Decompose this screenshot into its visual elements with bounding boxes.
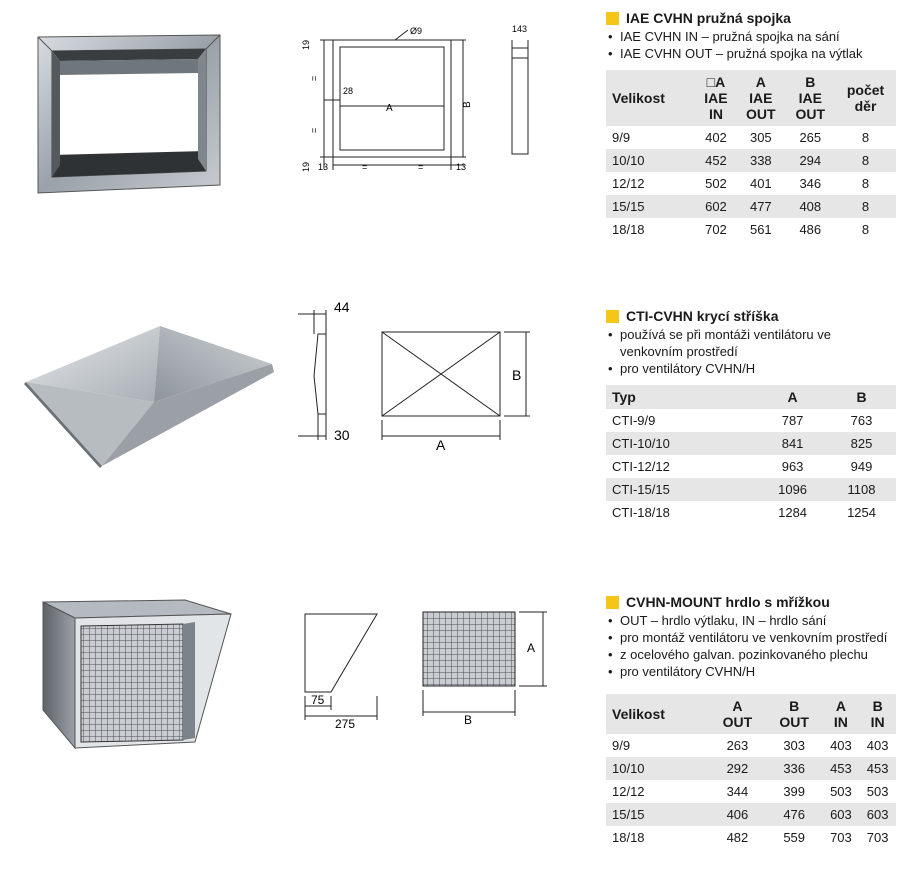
table-cell: 8 (861, 222, 870, 237)
table-cell: 18/18 (612, 222, 645, 237)
table-cell: 482 (726, 830, 749, 845)
dim-13-left: 13 (318, 162, 329, 172)
dim-b: B (464, 713, 473, 727)
cvhn-mount-photo (35, 592, 235, 752)
col-header: Velikost (606, 70, 696, 126)
table-cell: CTI-15/15 (606, 478, 758, 501)
table-cell: 787 (781, 413, 804, 428)
table-cell: 603 (859, 803, 896, 826)
table-cell: CTI-10/10 (606, 432, 758, 455)
table-cell: 9/9 (612, 130, 631, 145)
table-cell: 453 (859, 757, 896, 780)
col-header: Velikost (606, 694, 709, 734)
table-cell: 702 (705, 222, 727, 237)
table-cell: 399 (783, 784, 806, 799)
section-heading (606, 594, 896, 610)
table-cell: 403 (866, 738, 889, 753)
table-cell: 344 (726, 784, 749, 799)
table-cell: 10/10 (606, 149, 696, 172)
dim-eq-3: = (309, 75, 319, 81)
iae-cvhn-info (606, 10, 896, 241)
table-row (606, 478, 896, 501)
table-row (606, 734, 896, 757)
section-title: IAE CVHN pružná spojka (626, 10, 791, 26)
table-cell: 841 (758, 432, 827, 455)
table-cell: 703 (830, 830, 852, 845)
feature-item: • IAE CVHN IN – pružná spojka na sání (606, 28, 896, 45)
table-cell: 602 (696, 195, 736, 218)
cvhn-mount-drawing (295, 600, 555, 730)
table-cell: 8 (861, 176, 870, 191)
table-cell: 486 (799, 222, 822, 237)
table-cell: 12/12 (612, 784, 645, 799)
col-header: A IN (823, 694, 860, 734)
feature-item: • pro ventilátory CVHN/H (606, 360, 896, 377)
iae-cvhn-photo (30, 25, 225, 200)
table-cell: 265 (799, 130, 822, 145)
section-title: CVHN-MOUNT hrdlo s mřížkou (626, 594, 830, 610)
col-header: B IAE OUT (786, 70, 835, 126)
table-cell: 15/15 (606, 803, 709, 826)
table-cell: 8 (861, 130, 870, 145)
table-cell: 8 (835, 195, 896, 218)
section-iae-cvhn (0, 0, 900, 270)
col-header: B (827, 385, 896, 409)
dim-44: 44 (334, 299, 350, 315)
dim-eq-1: = (362, 162, 368, 172)
col-header: A IAE OUT (736, 70, 785, 126)
cti-cvhn-info (606, 308, 896, 524)
cti-cvhn-drawing (290, 298, 550, 463)
table-cell: 12/12 (612, 176, 645, 191)
table-cell: 401 (749, 176, 772, 191)
col-header: B IN (859, 694, 896, 734)
table-cell: 963 (781, 459, 804, 474)
table-cell: 10/10 (606, 757, 709, 780)
feature-item: • používá se při montáži ventilátoru ve venkovním prostředí (606, 326, 896, 360)
table-row (606, 826, 896, 849)
table-cell: 9/9 (612, 738, 631, 753)
table-cell: 18/18 (612, 830, 645, 845)
feature-item: • pro montáž ventilátoru ve venkovním prostředí (606, 629, 896, 646)
table-cell: 406 (709, 803, 766, 826)
table-cell: 561 (749, 222, 772, 237)
table-cell: 502 (705, 176, 727, 191)
table-cell: 1108 (827, 478, 896, 501)
dim-a: A (436, 437, 446, 453)
feature-item: • z ocelového galvan. pozinkovaného plechu (606, 646, 896, 663)
dim-eq-4: = (309, 127, 319, 133)
table-row (606, 218, 896, 241)
section-cvhn-mount (0, 580, 900, 890)
table-cell: 1284 (778, 505, 808, 520)
section-heading (606, 308, 896, 324)
table-cell: 603 (823, 803, 860, 826)
table-row (606, 126, 896, 149)
spec-table (606, 70, 896, 241)
feature-item: • IAE CVHN OUT – pružná spojka na výtlak (606, 45, 896, 62)
feature-list (606, 28, 896, 62)
table-row (606, 149, 896, 172)
col-header: A OUT (709, 694, 766, 734)
table-row (606, 409, 896, 432)
dim-30: 30 (334, 427, 350, 443)
table-cell: 15/15 (606, 195, 696, 218)
table-cell: 8 (835, 149, 896, 172)
table-cell: 825 (827, 432, 896, 455)
col-header: A (758, 385, 827, 409)
table-cell: 408 (786, 195, 835, 218)
bullet-square-icon (606, 310, 619, 323)
feature-list (606, 326, 896, 377)
dim-143: 143 (512, 24, 528, 34)
col-header: Typ (606, 385, 758, 409)
feature-item: • OUT – hrdlo výtlaku, IN – hrdlo sání (606, 612, 896, 629)
table-cell: 294 (786, 149, 835, 172)
table-cell: 263 (726, 738, 749, 753)
table-cell: 292 (709, 757, 766, 780)
table-cell: 503 (830, 784, 852, 799)
table-cell: 336 (766, 757, 823, 780)
dim-19-bottom: 19 (301, 161, 311, 172)
section-cti-cvhn (0, 290, 900, 550)
table-row (606, 455, 896, 478)
table-row (606, 803, 896, 826)
dim-19-top: 19 (301, 39, 311, 50)
dim-a: A (527, 641, 536, 655)
table-row (606, 432, 896, 455)
table-cell: 452 (696, 149, 736, 172)
table-cell: 476 (766, 803, 823, 826)
table-cell: 453 (823, 757, 860, 780)
col-header: B OUT (766, 694, 823, 734)
dim-hole: Ø9 (410, 26, 423, 36)
table-cell: CTI-12/12 (612, 459, 670, 474)
cti-cvhn-photo (22, 320, 277, 470)
spec-table (606, 694, 896, 849)
table-row (606, 780, 896, 803)
dim-13-right: 13 (456, 162, 467, 172)
table-cell: 477 (736, 195, 785, 218)
dim-b: B (512, 367, 522, 383)
table-row (606, 501, 896, 524)
table-row (606, 757, 896, 780)
dim-28: 28 (343, 86, 354, 96)
table-row (606, 172, 896, 195)
table-cell: 1254 (847, 505, 876, 520)
table-cell: CTI-18/18 (612, 505, 670, 520)
table-cell: 402 (705, 130, 727, 145)
table-cell: 1096 (758, 478, 827, 501)
table-cell: 403 (830, 738, 852, 753)
section-heading (606, 10, 896, 26)
table-cell: 338 (736, 149, 785, 172)
table-cell: 305 (749, 130, 772, 145)
spec-table (606, 385, 896, 524)
col-header: počet děr (835, 70, 896, 126)
table-cell: 703 (866, 830, 889, 845)
dim-75: 75 (311, 693, 325, 707)
dim-b: B (462, 101, 473, 108)
table-cell: 346 (799, 176, 822, 191)
table-row (606, 195, 896, 218)
dim-275: 275 (335, 717, 356, 730)
table-cell: 303 (783, 738, 806, 753)
bullet-square-icon (606, 12, 619, 25)
table-cell: 559 (783, 830, 806, 845)
dim-eq-2: = (418, 162, 424, 172)
table-cell: 763 (850, 413, 873, 428)
table-cell: 949 (850, 459, 873, 474)
cvhn-mount-info (606, 594, 896, 849)
iae-cvhn-drawing (300, 18, 550, 188)
feature-list (606, 612, 896, 680)
table-cell: 503 (866, 784, 889, 799)
bullet-square-icon (606, 596, 619, 609)
feature-item: • pro ventilátory CVHN/H (606, 663, 896, 680)
col-header: □A IAE IN (696, 70, 736, 126)
dim-a: A (386, 103, 393, 114)
section-title: CTI-CVHN krycí stříška (626, 308, 779, 324)
table-cell: CTI-9/9 (612, 413, 656, 428)
